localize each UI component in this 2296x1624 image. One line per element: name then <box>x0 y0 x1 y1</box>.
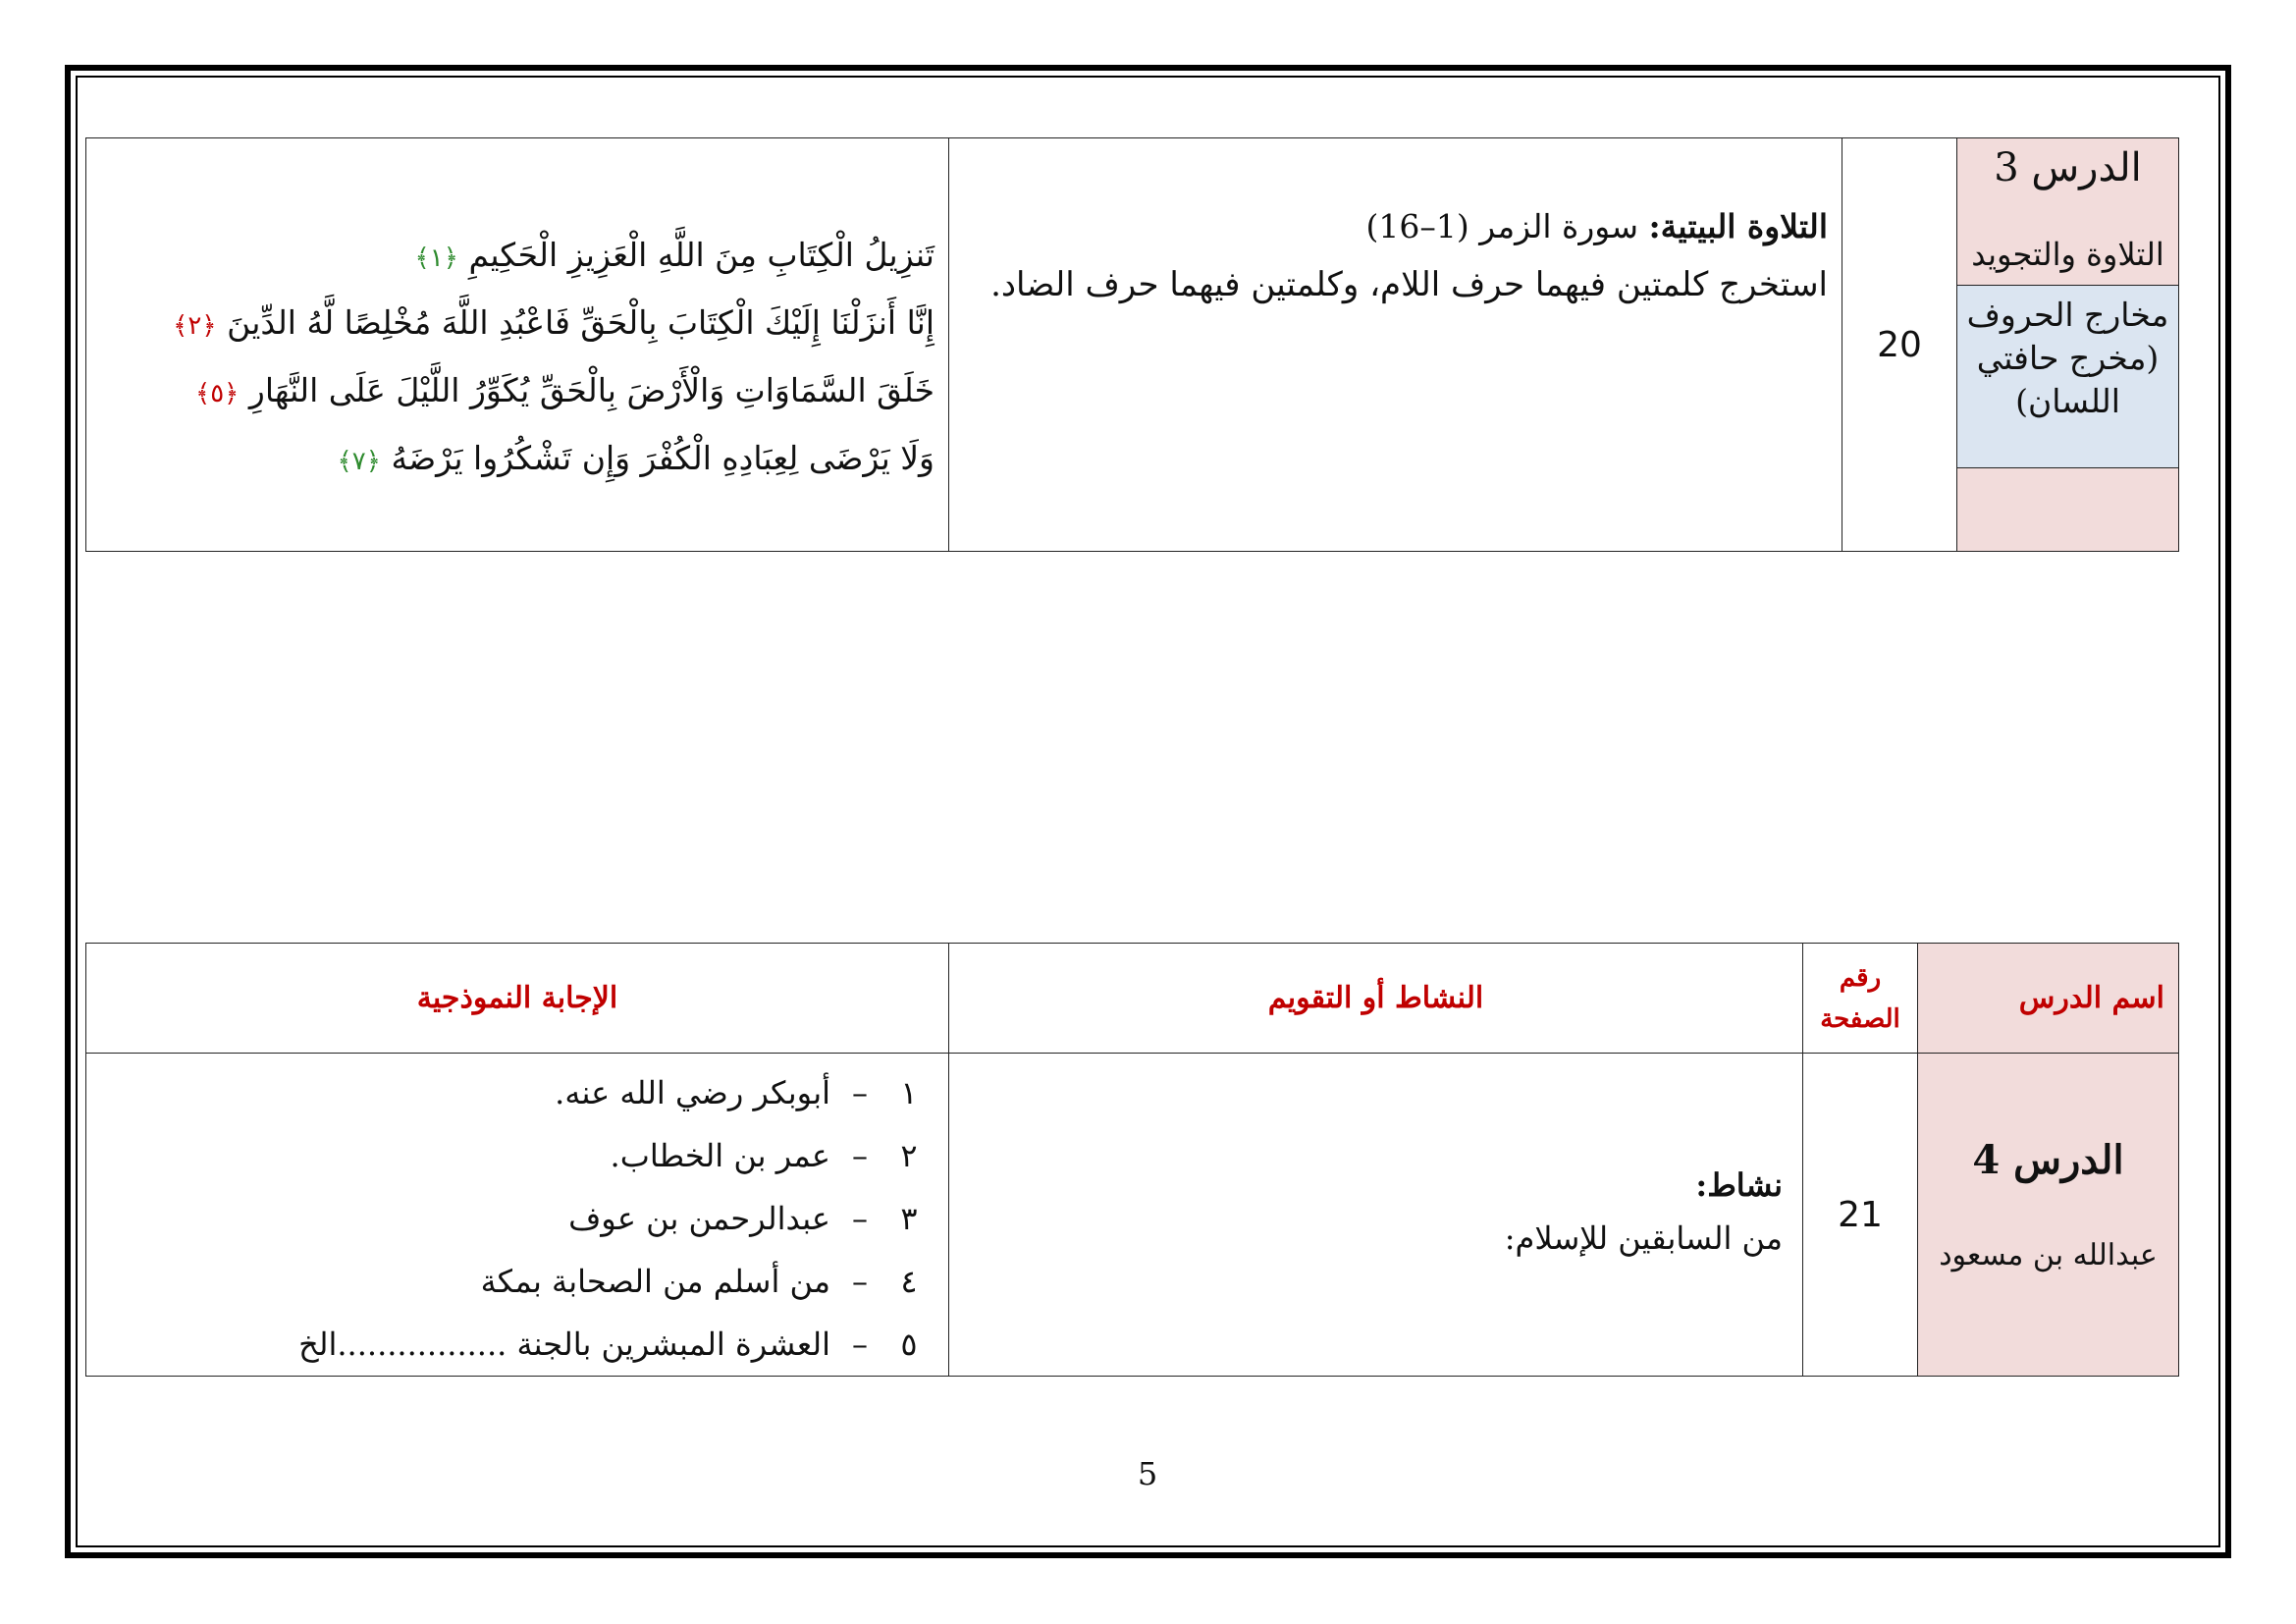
verse-number: ﴿٢﴾ <box>173 311 217 341</box>
answer-text: عمر بن الخطاب. <box>610 1137 830 1174</box>
lesson4-name-cell <box>1918 1054 2179 1377</box>
header-model-answer-text: الإجابة النموذجية <box>416 981 618 1015</box>
lesson3-title: الدرس 3 <box>1994 145 2142 190</box>
answers-list <box>86 1061 929 1376</box>
header-page-number-line2: الصفحة <box>1820 1003 1900 1034</box>
lesson3-name-cell <box>1957 138 2179 552</box>
lesson4-activity-label: نشاط: <box>1695 1166 1783 1204</box>
lesson3-title-block <box>1957 138 2178 286</box>
verse-line <box>96 223 934 291</box>
lesson4-activity-cell <box>949 1054 1803 1377</box>
table-header-row <box>86 944 2179 1054</box>
verse-number: ﴿١﴾ <box>414 244 458 273</box>
answer-number: ٢ <box>900 1137 918 1174</box>
header-page-number <box>1803 944 1918 1054</box>
verse-line <box>96 426 934 494</box>
list-item <box>86 1124 929 1187</box>
verse-text: خَلَقَ السَّمَاوَاتِ وَالْأَرْضَ بِالْحَقِّ يُكَوِّرُ اللَّيْلَ عَلَى النَّهَارِ <box>239 371 934 409</box>
lesson3-activity-text: استخرج كلمتين فيهما حرف اللام، وكلمتين فيهما حرف الضاد. <box>990 265 1828 304</box>
lesson3-topic: مخارج الحروف (مخرج حافتي اللسان) <box>1966 296 2169 420</box>
header-lesson-name-text: اسم الدرس <box>2018 981 2164 1015</box>
list-item <box>86 1061 929 1124</box>
verse-line <box>96 358 934 426</box>
lesson4-title: الدرس 4 <box>1972 1137 2124 1183</box>
header-activity <box>949 944 1803 1054</box>
header-lesson-name <box>1918 944 2179 1054</box>
header-page-number-line1: رقم <box>1839 962 1882 993</box>
answer-text: عبدالرحمن بن عوف <box>568 1200 830 1237</box>
page-number: 5 <box>1137 1455 1158 1492</box>
verse-number: ﴿٧﴾ <box>337 447 381 476</box>
header-model-answer <box>86 944 949 1054</box>
answer-number: ٥ <box>900 1326 918 1363</box>
lesson4-activity-text: من السابقين للإسلام: <box>1504 1219 1783 1257</box>
answer-dash: – <box>852 1137 868 1174</box>
verse-line <box>96 291 934 358</box>
answer-dash: – <box>852 1074 868 1111</box>
answer-text: العشرة المبشرين بالجنة .................الخ <box>298 1326 830 1363</box>
answer-text: من أسلم من الصحابة بمكة <box>480 1263 830 1300</box>
lesson3-page-number: 20 <box>1842 138 1957 552</box>
verse-number: ﴿٥﴾ <box>194 379 240 408</box>
lesson3-verses-cell <box>86 138 949 552</box>
lesson4-table <box>85 943 2179 1377</box>
answer-number: ٣ <box>900 1200 918 1237</box>
answer-number: ١ <box>900 1074 918 1111</box>
answer-text: أبوبكر رضي الله عنه. <box>555 1074 830 1111</box>
list-item <box>86 1187 929 1250</box>
verse-text: وَلَا يَرْضَى لِعِبَادِهِ الْكُفْرَ وَإِن تَشْكُرُوا يَرْضَهُ <box>380 439 934 477</box>
header-activity-text: النشاط أو التقويم <box>1267 981 1484 1015</box>
lesson3-empty-block <box>1957 468 2178 551</box>
lesson4-answers-cell <box>86 1054 949 1377</box>
lesson3-subtitle: التلاوة والتجويد <box>1971 236 2164 273</box>
lesson3-activity-label: التلاوة البيتية: <box>1648 207 1828 245</box>
answer-number: ٤ <box>900 1263 918 1300</box>
lesson3-activity-cell <box>949 138 1842 552</box>
verse-text: إِنَّا أَنزَلْنَا إِلَيْكَ الْكِتَابَ بِالْحَقِّ فَاعْبُدِ اللَّهَ مُخْلِصًا لَّهُ الدِّينَ <box>216 303 934 342</box>
list-item <box>86 1313 929 1376</box>
lesson3-topic-block <box>1957 286 2178 468</box>
answer-dash: – <box>852 1200 868 1237</box>
answer-dash: – <box>852 1326 868 1363</box>
lesson4-page-number: 21 <box>1803 1054 1918 1377</box>
verse-text: تَنزِيلُ الْكِتَابِ مِنَ اللَّهِ الْعَزِيزِ الْحَكِيمِ <box>457 236 934 274</box>
lesson4-subtitle: عبدالله بن مسعود <box>1939 1238 2158 1272</box>
lesson3-activity-heading <box>969 201 1828 252</box>
answer-dash: – <box>852 1263 868 1300</box>
list-item <box>86 1250 929 1313</box>
lesson3-activity-surah: سورة الزمر (1–16) <box>1365 207 1649 245</box>
lesson3-table <box>85 137 2179 552</box>
table-row <box>86 1054 2179 1377</box>
